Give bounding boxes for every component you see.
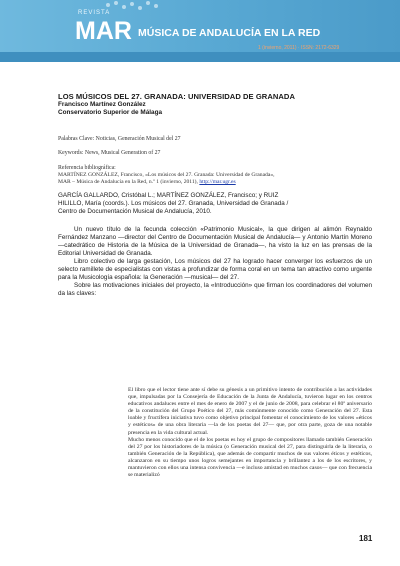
banner-issue: 1 (invierno, 2011) · ISSN: 2172-6329 xyxy=(258,45,340,51)
reference-line-1: MARTÍNEZ GONZÁLEZ, Francisco, «Los músicos del 27. Granada: Universidad de Granada», xyxy=(58,172,275,179)
banner-brand: MAR xyxy=(75,17,132,45)
author-name: Francisco Martínez González xyxy=(58,101,146,108)
article-body xyxy=(58,92,372,298)
reference-journal: MAR – Música de Andalucía en la Red, n.º 1 (invierno, 2011), xyxy=(58,179,200,186)
paragraph-3: Sobre las motivaciones iniciales del proyecto, la «Introducción» que firman los coordinadores del volumen da las claves: xyxy=(58,282,372,298)
reference-heading: Referencia bibliográfica: xyxy=(58,165,116,172)
citation-line-3: Centro de Documentación Musical de Andalucía, 2010. xyxy=(58,208,212,216)
citation-line-1: GARCÍA GALLARDO, Cristóbal L.; MARTÍNEZ GONZÁLEZ, Francisco; y RUIZ xyxy=(58,192,279,200)
banner-pre-label: REVISTA xyxy=(78,10,111,16)
banner-stripe xyxy=(0,52,400,62)
reference-line-2 xyxy=(58,179,372,186)
page-number: 181 xyxy=(359,534,373,543)
citation-line-2: HILILLO, María (coords.). Los músicos del 27. Granada, Universidad de Granada / xyxy=(58,200,289,208)
banner-subtitle: MÚSICA DE ANDALUCÍA EN LA RED xyxy=(138,27,321,39)
author-affiliation: Conservatorio Superior de Málaga xyxy=(58,109,163,116)
banner-decoration xyxy=(102,0,162,16)
quote-paragraph-1: El libro que el lector tiene ante sí debe su génesis a un primitivo intento de contribución a las actividades que, impulsadas por la Consejería de Educación de la Junta de Andalucía, tuvieron lugar en los centros educativos andaluces entre el mes de enero de 2007 y el de junio de 2008, para celebrar el 80º aniversario de la constitución del Grupo Poético del 27, más comúnmente conocido como Generación del 27. Esta loable y fructífera iniciativa tuvo como objetivo principal fomentar el conocimiento de los valores «éticos y estéticos» de una obra literaria —la de los poetas del 27— que, por otra parte, goza de una notable presencia en la vida cultural actual. xyxy=(128,387,372,436)
journal-banner xyxy=(0,0,400,62)
quote-paragraph-2: Mucho menos conocido que el de los poetas es hoy el grupo de compositores llamado también Generación del 27 por los historiadores de la música (o Generación musical del 27, para distinguirla de la literaria, o también Generación de la República), que además de compartir muchos de sus valores éticos y estéticos, alcanzaron en su tiempo unos logros semejantes en importancia y brillantez a los de los escritores, y mantuvieron con ellos una intensa convivencia —e incluso amistad en muchos casos— que con frecuencia se materializó xyxy=(128,436,372,479)
paragraph-1: Un nuevo título de la fecunda colección «Patrimonio Musical», la que dirigen al alimón Reynaldo Fernández Manzano —director del Centro de Documentación Musical de Andalucía— y Antonio Martín Moreno —catedrático de Historia de la Música de la Universidad de Granada—, ha visto la luz en las prensas de la Editorial Universidad de Granada. xyxy=(58,226,372,258)
article-title: LOS MÚSICOS DEL 27. GRANADA: UNIVERSIDAD DE GRANADA xyxy=(58,92,295,101)
paragraph-2: Libro colectivo de larga gestación, Los músicos del 27 ha logrado hacer converger los esfuerzos de un selecto ramillete de especialistas con vistas a profundizar de forma coral en un tema tan atractivo como urgente para la Musicología española: la Generación —musical— del 27. xyxy=(58,258,372,282)
keywords-es: Palabras Clave: Noticias, Generación Musical del 27 xyxy=(58,136,181,142)
block-quote xyxy=(128,387,372,479)
keywords-en: Keywords: News, Musical Generation of 27 xyxy=(58,150,161,157)
reference-link[interactable]: http://mar.ugr.es xyxy=(199,179,236,186)
